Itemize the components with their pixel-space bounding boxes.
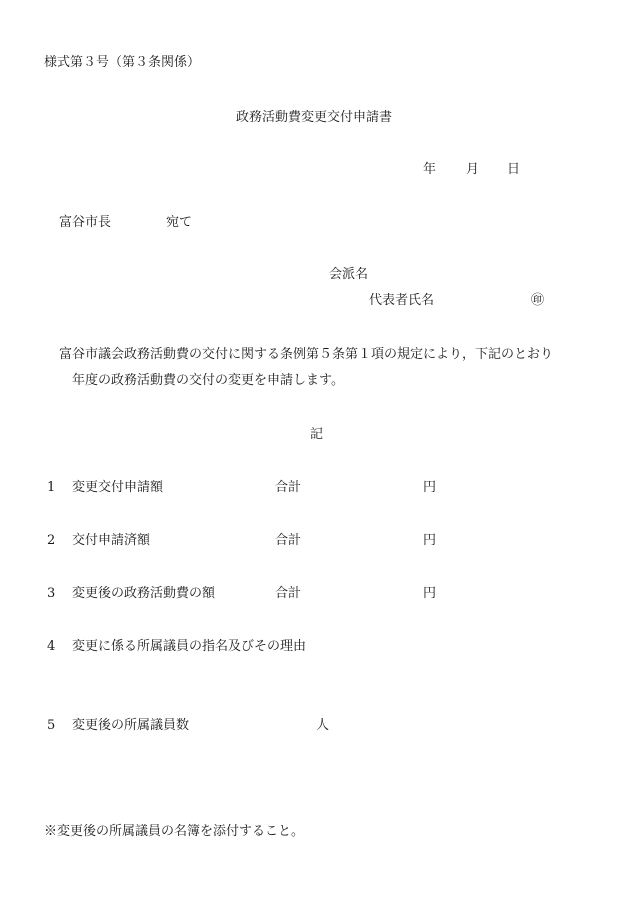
body-line-1: 富谷市議会政務活動費の交付に関する条例第５条第１項の規定により，下記のとおり — [59, 347, 554, 362]
item-5-number: 5 — [47, 718, 56, 733]
item-5-unit: 人 — [316, 718, 330, 733]
item-2-number: 2 — [47, 533, 56, 548]
seal-mark: ㊞ — [531, 293, 545, 308]
addressee-name: 富谷市長 — [59, 215, 112, 230]
item-4-label: 変更に係る所属議員の指名及びその理由 — [72, 639, 307, 654]
item-1-unit: 円 — [423, 480, 437, 495]
document-title: 政務活動費変更交付申請書 — [236, 110, 393, 125]
item-3-number: 3 — [47, 586, 56, 601]
item-4-number: 4 — [47, 639, 56, 654]
item-1-total-label: 合計 — [275, 480, 302, 495]
item-1-label: 変更交付申請額 — [72, 480, 164, 495]
item-2-label: 交付申請済額 — [72, 533, 151, 548]
form-number: 様式第３号（第３条関係） — [44, 55, 201, 70]
ki-heading: 記 — [310, 427, 324, 442]
item-3-unit: 円 — [423, 586, 437, 601]
date-year-label: 年 — [423, 162, 437, 177]
attachment-note: ※変更後の所属議員の名簿を添付すること。 — [44, 824, 305, 839]
body-line-2: 年度の政務活動費の交付の変更を申請します。 — [72, 373, 344, 388]
addressee-suffix: 宛て — [166, 215, 193, 230]
date-month-label: 月 — [466, 162, 480, 177]
date-day-label: 日 — [507, 162, 521, 177]
item-2-unit: 円 — [423, 533, 437, 548]
item-5-label: 変更後の所属議員数 — [72, 718, 190, 733]
party-name-label: 会派名 — [329, 267, 369, 282]
item-1-number: 1 — [47, 480, 56, 495]
item-2-total-label: 合計 — [275, 533, 302, 548]
item-3-total-label: 合計 — [275, 586, 302, 601]
item-3-label: 変更後の政務活動費の額 — [72, 586, 216, 601]
representative-name-label: 代表者氏名 — [369, 293, 435, 308]
